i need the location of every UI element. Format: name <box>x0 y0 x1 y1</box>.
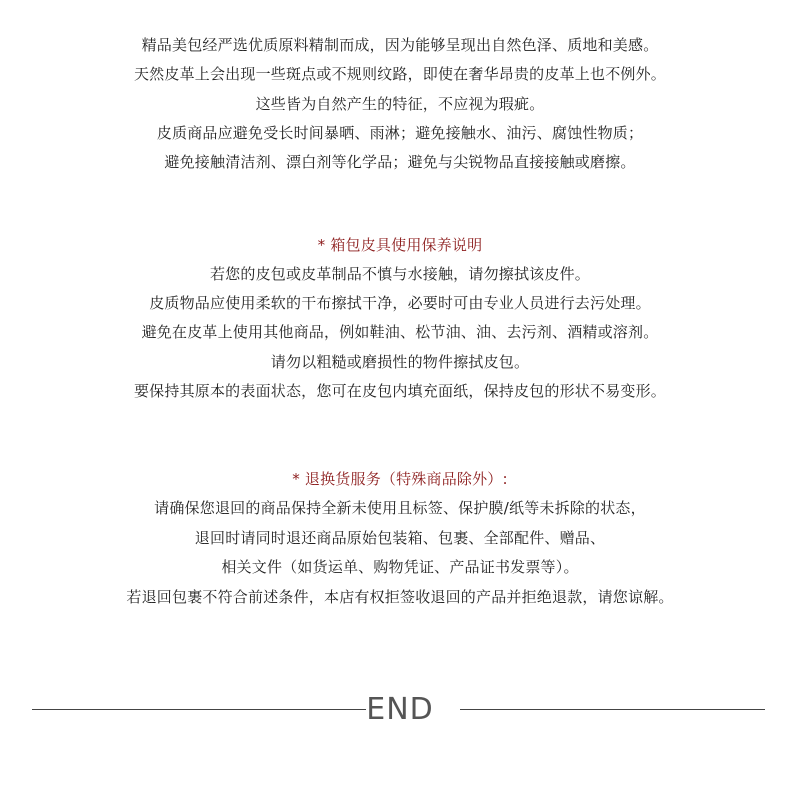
body-text-line: 避免接触清洁剂、漂白剂等化学品；避免与尖锐物品直接接触或磨擦。 <box>164 153 636 171</box>
body-text-line: 请勿以粗糙或磨损性的物件擦拭皮包。 <box>270 353 530 371</box>
body-text-line: 避免在皮革上使用其他商品，例如鞋油、松节油、油、去污剂、酒精或溶剂。 <box>141 323 659 341</box>
body-text-line: 相关文件（如货运单、购物凭证、产品证书发票等）。 <box>221 558 579 576</box>
end-label: END <box>366 692 434 727</box>
body-text-line: 天然皮革上会出现一些斑点或不规则纹路，即使在奢华昂贵的皮革上也不例外。 <box>133 65 666 83</box>
body-text-line: 若退回包裹不符合前述条件，本店有权拒签收退回的产品并拒绝退款，请您谅解。 <box>126 588 674 606</box>
body-text-line: 要保持其原本的表面状态，您可在皮包内填充面纸，保持皮包的形状不易变形。 <box>133 382 666 400</box>
body-text-line: 精品美包经严选优质原料精制而成，因为能够呈现出自然色泽、质地和美感。 <box>141 36 659 54</box>
body-text-line: 请确保您退回的商品保持全新未使用且标签、保护膜/纸等未拆除的状态， <box>154 499 646 517</box>
body-text-line: 皮质物品应使用柔软的干布擦拭干净，必要时可由专业人员进行去污处理。 <box>149 294 651 312</box>
body-text-line: 退回时请同时退还商品原始包装箱、包裹、全部配件、赠品、 <box>194 529 606 547</box>
body-text-line: 皮质商品应避免受长时间暴晒、雨淋；避免接触水、油污、腐蚀性物质； <box>156 124 644 142</box>
section-heading-care: * 箱包皮具使用保养说明 <box>317 236 483 254</box>
end-divider-right <box>460 709 765 710</box>
body-text-line: 若您的皮包或皮革制品不慎与水接触，请勿擦拭该皮件。 <box>209 265 590 283</box>
body-text-line: 这些皆为自然产生的特征，不应视为瑕疵。 <box>255 95 545 113</box>
section-heading-returns: * 退换货服务（特殊商品除外）: <box>292 470 508 488</box>
